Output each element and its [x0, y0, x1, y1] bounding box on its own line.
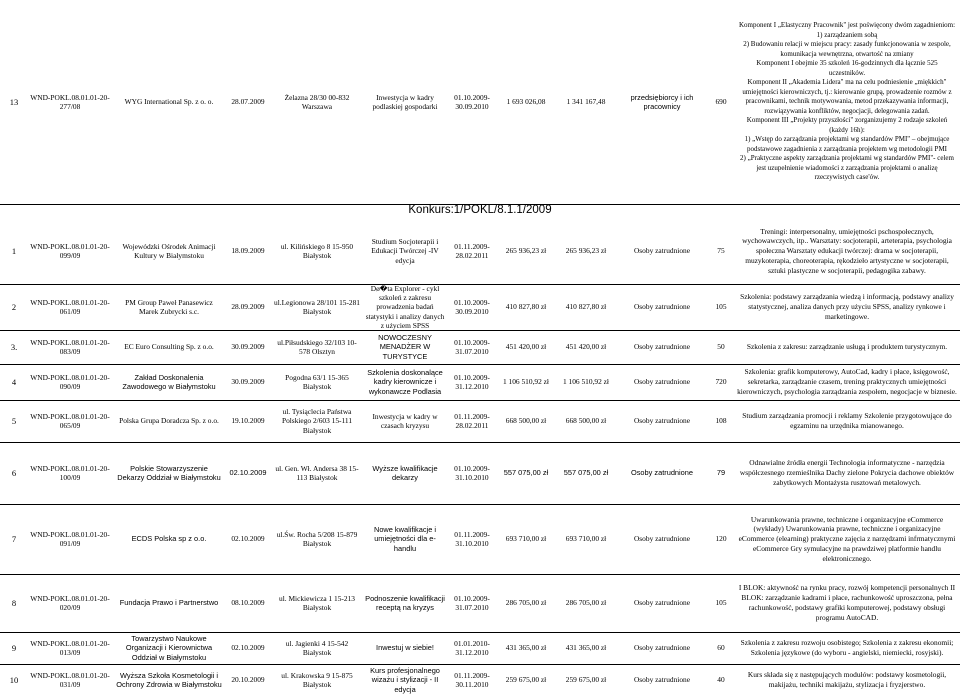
target-group: Osoby zatrudnione — [633, 246, 691, 256]
applicant-name: Fundacja Prawo i Partnerstwo — [119, 598, 219, 608]
project-row — [0, 330, 960, 365]
total-value: 410 827,80 zł — [505, 302, 547, 312]
top-project-row — [0, 0, 960, 205]
period: 01.01.2010-31.12.2010 — [454, 638, 490, 657]
funding-value: 265 936,23 zł — [565, 246, 607, 256]
address: ul.Legionowa 28/101 15-281 Białystok — [274, 297, 361, 316]
funding-value: 451 420,00 zł — [565, 342, 607, 352]
period: 01.11.2009-31.10.2010 — [454, 529, 490, 548]
total-value: 1 106 510,92 zł — [503, 377, 549, 387]
project-title: Szkolenia doskonalące kadry kierownicze i wykonawcze Podlasia — [367, 368, 443, 396]
description: Szkolenia z zakresu rozwoju osobistego; Szkolenia z zakresu ekonomii; Szkolenia językowe (do wyboru - angielski, niemiecki, rosyjski). — [740, 638, 954, 657]
description: Szkolenia z zakresu: zarządzanie usługą i produktem turystycznym. — [746, 342, 948, 352]
period: 01.10.2009-30.09.2010 — [454, 92, 490, 111]
description-line: uczestników. — [828, 68, 866, 77]
target-group: Osoby zatrudnione — [633, 643, 691, 653]
application-number: WND-POKL.08.01.01-20-083/09 — [30, 337, 110, 356]
description: Szkolenia: grafik komputerowy, AutoCad, kadry i płace, księgowość, sekretarka, zarządzanie czasem, trening praktycznych umiejętności kierowniczych, psychologia zarządzania zespołem, negocjacje w biznesie. — [737, 367, 957, 396]
project-title: Inwestycja w kadry podlaskiej gospodarki — [372, 92, 438, 111]
total-value: 668 500,00 zł — [505, 416, 547, 426]
funding-value: 431 365,00 zł — [565, 643, 607, 653]
address: ul. Tysiąclecia Państwa Polskiego 2/603 15-111 Białystok — [281, 407, 353, 435]
participants-count: 720 — [715, 377, 727, 387]
project-title: Kurs profesjonalnego wizażu i stylizacji - II edycja — [370, 666, 440, 694]
description-line: pracownikami, technik motywowania, metod przekazywania informacji, — [745, 97, 949, 106]
applicant-name: WYG International Sp. z o. o. — [124, 97, 214, 107]
period: 01.10.2009-31.07.2010 — [454, 337, 490, 356]
application-number: WND-POKL.08.01.01-20-091/09 — [30, 529, 110, 548]
applicant-name: Polska Grupa Doradcza Sp. z o.o. — [119, 416, 219, 426]
target-group: Osoby zatrudnione — [633, 302, 691, 312]
funding-value: 693 710,00 zł — [565, 534, 607, 544]
submission-date: 30.09.2009 — [231, 377, 265, 387]
participants-count: 108 — [715, 416, 727, 426]
funding-value: 557 075,00 zł — [563, 468, 609, 478]
participants-count: 75 — [717, 246, 725, 256]
submission-date: 02.10.2009 — [229, 468, 267, 478]
description — [734, 0, 960, 204]
period: 01.11.2009-30.11.2010 — [454, 670, 490, 689]
participants-count: 120 — [715, 534, 727, 544]
description-line: rozwiązywania konfliktów, negocjacji, delegowania zadań. — [764, 106, 930, 115]
project-title: Podnoszenie kwalifikacji receptą na kryzys — [365, 593, 445, 612]
lp: 6 — [11, 467, 17, 478]
application-number: WND-POKL.08.01.01-20-020/09 — [30, 593, 110, 612]
submission-date: 28.09.2009 — [231, 302, 265, 312]
address: Pogodna 63/1 15-365 Białystok — [285, 372, 349, 391]
applicant-name: Towarzystwo Naukowe Organizacji i Kierownictwa Oddział w Białymstoku — [125, 634, 213, 662]
address: ul. Gen. Wł. Andersa 38 15-113 Białystok — [275, 463, 359, 482]
description-line: (każdy 16h): — [829, 125, 865, 134]
description: Studium zarządzania promocji i reklamy Szkolenie przygotowujące do egzaminu na urzędnika mianowanego. — [742, 411, 952, 430]
description-line: komunikacja wewnętrzna, otwartość na zmiany — [780, 49, 914, 58]
total-value: 451 420,00 zł — [505, 342, 547, 352]
lp: 8 — [11, 597, 17, 608]
project-title: Dø�ta Explorer - cykl szkoleń z zakresu prowadzenia badań statystyki i analizy danych z użyciem SPSS — [365, 284, 445, 330]
participants-count: 105 — [715, 598, 727, 608]
applicant-name: Wojewódzki Ośrodek Animacji Kultury w Białymstoku — [122, 241, 216, 260]
target-group: przedsiębiorcy i ich pracownicy — [630, 92, 694, 111]
description-line: jest uzupełnienie wiadomości z zarządzania projektami o analizę — [756, 163, 938, 172]
submission-date: 02.10.2009 — [231, 534, 265, 544]
period: 01.11.2009-28.02.2011 — [454, 241, 490, 260]
applicant-name: EC Euro Consulting Sp. z o.o. — [124, 342, 214, 352]
lp: 10 — [9, 674, 19, 685]
submission-date: 28.07.2009 — [231, 97, 265, 107]
participants-count: 79 — [716, 468, 726, 478]
application-number: WND-POKL.08.01.01-20-031/09 — [30, 670, 110, 689]
application-number: WND-POKL.08.01.01-20-277/08 — [30, 92, 110, 111]
application-number: WND-POKL.08.01.01-20-090/09 — [30, 372, 110, 391]
total-value: 431 365,00 zł — [505, 643, 547, 653]
description-line: Komponent I „Elastyczny Pracownik" jest poświęcony dwóm zagadnieniom: — [738, 21, 956, 30]
period: 01.11.2009-28.02.2011 — [454, 411, 490, 430]
application-number: WND-POKL.08.01.01-20-099/09 — [30, 241, 110, 260]
target-group: Osoby zatrudnione — [633, 342, 691, 352]
participants-count: 105 — [715, 302, 727, 312]
project-row — [0, 284, 960, 331]
submission-date: 02.10.2009 — [231, 643, 265, 653]
lp: 4 — [11, 376, 17, 387]
lp: 5 — [11, 415, 17, 426]
applicant-name: ECDS Polska sp z o.o. — [131, 534, 207, 544]
project-row — [0, 400, 960, 443]
total-value: 1 693 026,08 — [506, 97, 546, 107]
period: 01.10.2009-31.12.2010 — [454, 372, 490, 391]
project-title: Wyższe kwalifikacje dekarzy — [372, 463, 438, 482]
application-number: WND-POKL.08.01.01-20-013/09 — [30, 638, 110, 657]
participants-count: 40 — [717, 675, 725, 685]
project-row — [0, 364, 960, 401]
total-value: 557 075,00 zł — [503, 468, 549, 478]
address: ul.Św. Rocha 5/208 15-879 Białystok — [276, 529, 358, 548]
description: I BLOK: aktywność na rynku pracy, rozwój kompetencji personalnych II BLOK: zarządzanie kadrami i płace, rachunkowość uproszczona, pełna rachunkowość, podstawy grafiki komputerowej, podstawy obsługi programu AutoCAD. — [738, 583, 956, 622]
address: ul. Kilińskiego 8 15-950 Białystok — [280, 241, 354, 260]
funding-value: 410 827,80 zł — [565, 302, 607, 312]
project-title: Inwestycja w kadry w czasach kryzysu — [372, 411, 438, 430]
project-row — [0, 632, 960, 665]
description-line: 1) „Wstęp do zarządzania projektami wg standardów PMI" – obejmujące — [744, 135, 950, 144]
period: 01.10.2009-30.09.2010 — [454, 297, 490, 316]
address: ul. Jagienki 4 15-542 Białystok — [285, 638, 349, 657]
description: Odnawialne źródła energii Technologia informatyczne - narzędzia współczesnego rzemieślnika Dachy zielone Pokrycia dachowe obiektów zabytkowych Montażysta rusztowań metalowych. — [739, 458, 955, 487]
description: Uwarunkowania prawne, techniczne i organizacyjne eCommerce (wykłady) Uwarunkowania prawne, techniczne i organizacyjne eCommerce (elearning) praktyczne zajęcia z narzędzami infrmatycznymi eCommerce Gry symulacyjne na prawdziwej platformie handlu elektronicznego. — [738, 514, 956, 563]
description: Szkolenia: podstawy zarządzania wiedzą i informacją, podstawy analizy statystycznej, analiza danych przy użyciu SPSS, analizy rynkowe i marketingowe. — [740, 292, 954, 321]
funding-value: 286 705,00 zł — [565, 598, 607, 608]
description-line: 1) zarządzaniem sobą — [816, 30, 878, 39]
target-group: Osoby zatrudnione — [633, 534, 691, 544]
total-value: 265 936,23 zł — [505, 246, 547, 256]
submission-date: 19.10.2009 — [231, 416, 265, 426]
project-row — [0, 504, 960, 575]
target-group: Osoby zatrudnione — [633, 675, 691, 685]
description-line: umiejętności kierowniczych, tj.: kierowanie grupą, prowadzenie rozmów z — [742, 87, 952, 96]
lp: 13 — [9, 96, 19, 107]
lp: 9 — [11, 642, 17, 653]
competition-title: Konkurs:1/POKL/8.1.1/2009 — [408, 204, 552, 216]
address: ul. Mickiewicza 1 15-213 Białystok — [279, 593, 355, 612]
funding-value: 259 675,00 zł — [565, 675, 607, 685]
funding-value: 1 106 510,92 zł — [563, 377, 609, 387]
target-group: Osoby zatrudnione — [633, 416, 691, 426]
application-number: WND-POKL.08.01.01-20-100/09 — [30, 463, 110, 482]
total-value: 693 710,00 zł — [505, 534, 547, 544]
target-group: Osoby zatrudnione — [633, 598, 691, 608]
participants-count: 60 — [717, 643, 725, 653]
submission-date: 18.09.2009 — [231, 246, 265, 256]
project-row — [0, 664, 960, 696]
description-line: rzeczywistych case'ów. — [814, 173, 880, 182]
total-value: 259 675,00 zł — [505, 675, 547, 685]
participants-count: 50 — [717, 342, 725, 352]
address: ul. Krakowska 9 15-875 Białystok — [281, 670, 353, 689]
address: Żelazna 28/30 00-832 Warszawa — [284, 92, 350, 111]
submission-date: 20.10.2009 — [231, 675, 265, 685]
description-line: Komponent I obejmie 35 szkoleń 16-godzinnych dla łącznie 525 — [756, 59, 938, 68]
application-number: WND-POKL.08.01.01-20-061/09 — [30, 297, 110, 316]
target-group: Osoby zatrudnione — [633, 377, 691, 387]
total-value: 286 705,00 zł — [505, 598, 547, 608]
applicant-name: Wyższa Szkoła Kosmetologii i Ochrony Zdrowia w Białymstoku — [116, 670, 222, 689]
description-line: 2) „Praktyczne aspekty zarządzania projektami wg standardów PMI"- celem — [740, 154, 954, 163]
description-line: Komponent II „Akademia Lidera" ma na celu podniesienie „miękkich" — [747, 78, 947, 87]
applicant-name: Zakład Doskonalenia Zawodowego w Białymstoku — [122, 372, 216, 391]
project-row — [0, 442, 960, 505]
description-lines — [739, 21, 955, 183]
project-title: Studium Socjoterapii i Edukacji Twórczej -IV edycja — [371, 237, 439, 265]
period: 01.10.2009-31.10.2010 — [454, 463, 490, 482]
submission-date: 30.09.2009 — [231, 342, 265, 352]
address: ul.Piłsudskiego 32/103 10-578 Olsztyn — [277, 337, 357, 356]
description: Kurs składa się z następujących modułów: podstawy kosmetologii, makijażu, techniki makijażu, stylizacja i fryzjerstwo. — [747, 670, 947, 689]
funding-value: 1 341 167,48 — [566, 97, 606, 107]
lp: 2 — [11, 301, 17, 312]
target-group: Osoby zatrudnione — [630, 468, 694, 478]
project-title: Nowe kwalifikacje i umiejętności dla e-handlu — [373, 525, 437, 553]
funding-value: 668 500,00 zł — [565, 416, 607, 426]
lp: 7 — [11, 533, 17, 544]
project-row — [0, 574, 960, 633]
submission-date: 08.10.2009 — [231, 598, 265, 608]
period: 01.10.2009-31.07.2010 — [454, 593, 490, 612]
project-title: Inwestuj w siebie! — [376, 643, 434, 653]
project-row — [0, 218, 960, 285]
description-line: 2) Budowaniu relacji w miejscu pracy: zasady funkcjonowania w zespole, — [743, 40, 951, 49]
applicant-name: PM Group Paweł Panasewicz Marek Zubrycki s.c. — [125, 297, 213, 316]
participants-count: 690 — [715, 97, 727, 107]
description-line: podstawowe zagadnienia z zarządzania projektem wg metodologii PMI — [746, 144, 947, 153]
project-title: NOWOCZESNY MENADŻER W TURYSTYCE — [378, 333, 432, 361]
description-line: Komponent III „Projekty przyszłości" zorganizujemy 2 rodzaje szkoleń — [746, 116, 948, 125]
description: Treningi: interpersonalny, umiejętności pschospołecznych, wychowawczych, itp.. Warsztaty: socjoterapii, arteterapia, psychologia społeczna Warsztaty edukacji twórczej: drama w socjoterapii, muzykoterapia, choreoterapia, rękodzieło artystyczne w socjoterapii, sztuki plastyczne w socjoterapii, pedagogika zabawy. — [742, 226, 952, 275]
applicant-name: Polskie Stowarzyszenie Dekarzy Oddział w Białymstoku — [117, 463, 221, 482]
application-number: WND-POKL.08.01.01-20-065/09 — [30, 411, 110, 430]
lp: 3. — [10, 341, 18, 352]
lp: 1 — [11, 245, 17, 256]
